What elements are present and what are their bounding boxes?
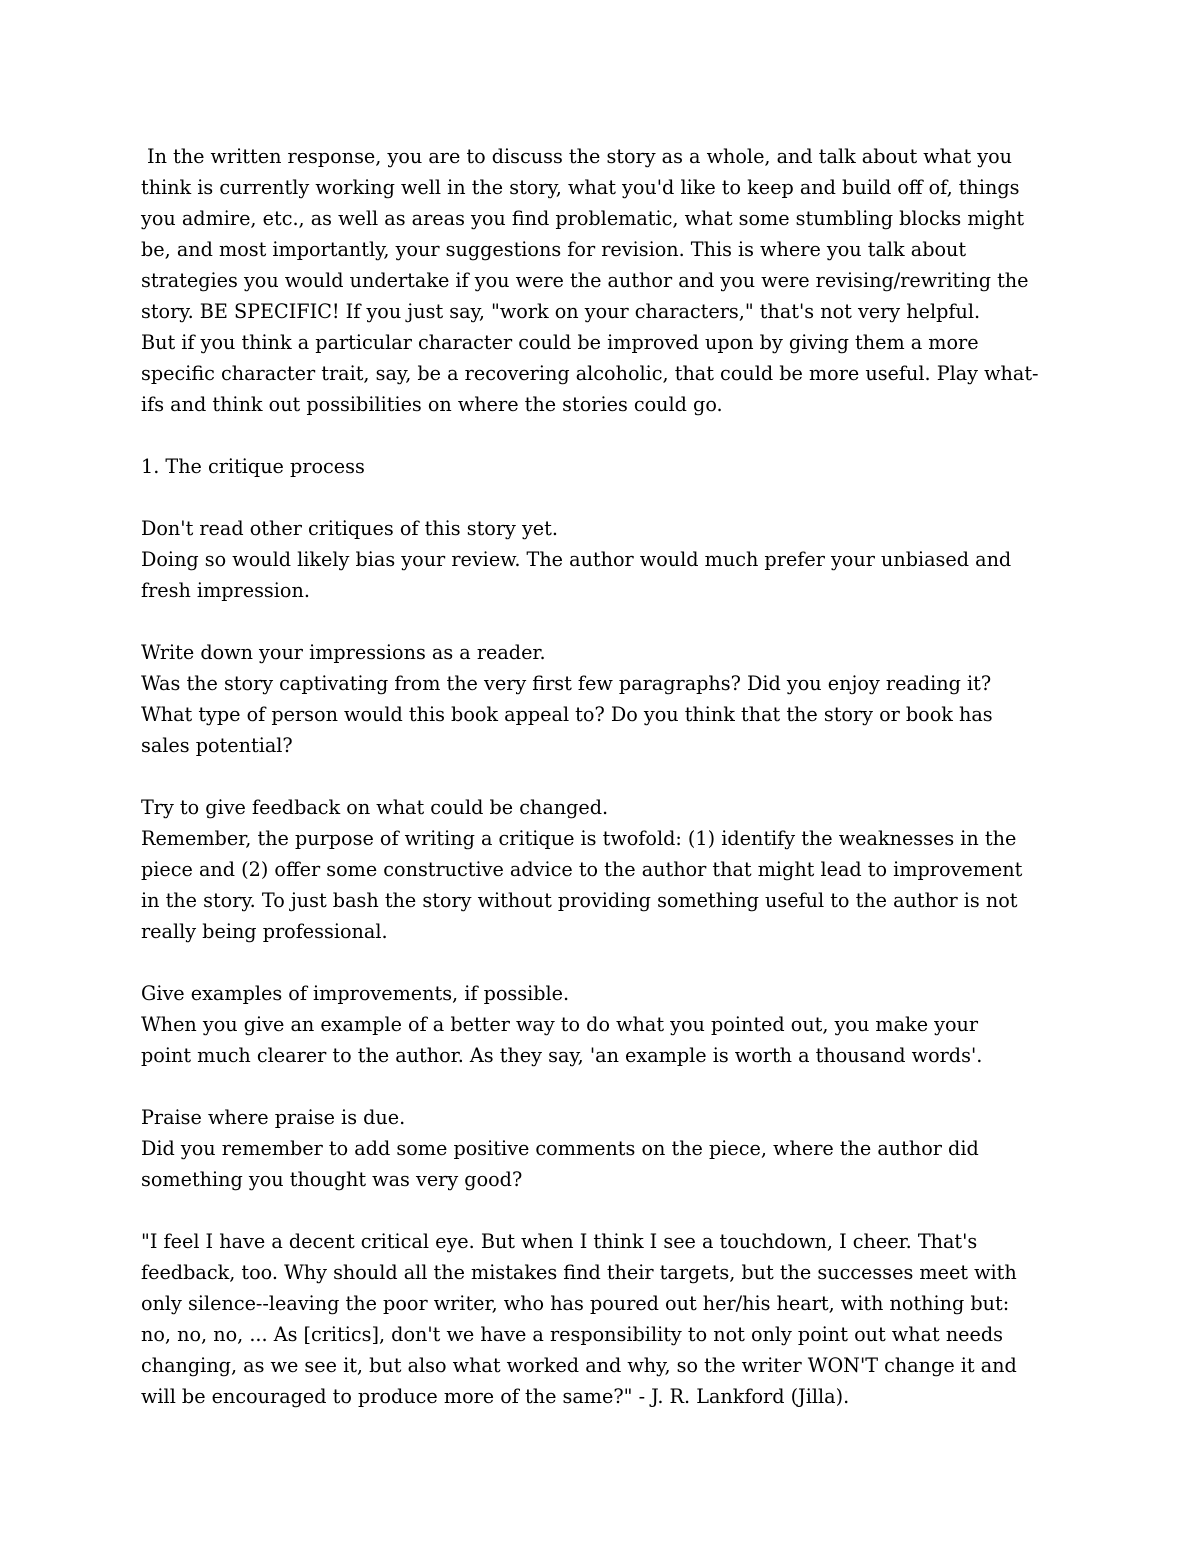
intro-line: strategies you would undertake if you were the author and you were revising/rewriting the [141, 269, 1029, 292]
tip-body-line: in the story. To just bash the story without providing something useful to the author is not [141, 889, 1018, 912]
tip-heading: Try to give feedback on what could be changed. [141, 796, 609, 819]
intro-paragraph [141, 141, 1061, 420]
intro-line: story. BE SPECIFIC! If you just say, "work on your characters," that's not very helpful. [141, 300, 981, 323]
section-heading-paragraph [141, 451, 1061, 482]
tip-body-line: something you thought was very good? [141, 1168, 523, 1191]
tip-heading: Write down your impressions as a reader. [141, 641, 546, 664]
tip-body-line: Was the story captivating from the very first few paragraphs? Did you enjoy reading it? [141, 672, 992, 695]
intro-line: be, and most importantly, your suggestions for revision. This is where you talk about [141, 238, 967, 261]
quote-line: feedback, too. Why should all the mistakes find their targets, but the successes meet with [141, 1261, 1017, 1284]
tip-paragraph [141, 978, 1061, 1071]
tip-body-line: What type of person would this book appeal to? Do you think that the story or book has [141, 703, 993, 726]
quote-line: changing, as we see it, but also what worked and why, so the writer WON'T change it and [141, 1354, 1017, 1377]
tip-paragraph [141, 792, 1061, 947]
quote-line: no, no, no, ... As [critics], don't we have a responsibility to not only point out what needs [141, 1323, 1004, 1346]
intro-line: you admire, etc., as well as areas you find problematic, what some stumbling blocks might [141, 207, 1025, 230]
tip-body-line: point much clearer to the author. As they say, 'an example is worth a thousand words'. [141, 1044, 983, 1067]
intro-line: specific character trait, say, be a recovering alcoholic, that could be more useful. Play what- [141, 362, 1039, 385]
tip-heading: Praise where praise is due. [141, 1106, 406, 1129]
section-heading: 1. The critique process [141, 455, 365, 478]
quote-line: "I feel I have a decent critical eye. But when I think I see a touchdown, I cheer. That's [141, 1230, 978, 1253]
tip-body-line: sales potential? [141, 734, 293, 757]
tip-paragraph [141, 513, 1061, 606]
tip-body-line: fresh impression. [141, 579, 310, 602]
tip-body-line: really being professional. [141, 920, 388, 943]
tip-paragraph [141, 637, 1061, 761]
intro-line: In the written response, you are to discuss the story as a whole, and talk about what you [147, 145, 1013, 168]
quote-line: only silence--leaving the poor writer, who has poured out her/his heart, with nothing but: [141, 1292, 1010, 1315]
tip-heading: Don't read other critiques of this story yet. [141, 517, 558, 540]
quote-line: will be encouraged to produce more of the same?" - J. R. Lankford (Jilla). [141, 1385, 850, 1408]
tip-body-line: When you give an example of a better way to do what you pointed out, you make your [141, 1013, 979, 1036]
tip-body-line: Did you remember to add some positive comments on the piece, where the author did [141, 1137, 979, 1160]
tip-body-line: Doing so would likely bias your review. The author would much prefer your unbiased and [141, 548, 1012, 571]
tip-body-line: Remember, the purpose of writing a critique is twofold: (1) identify the weaknesses in the [141, 827, 1017, 850]
document-body [141, 141, 1061, 1412]
intro-line: ifs and think out possibilities on where the stories could go. [141, 393, 723, 416]
tip-body-line: piece and (2) offer some constructive advice to the author that might lead to improvement [141, 858, 1023, 881]
quote-paragraph [141, 1226, 1061, 1412]
intro-line: But if you think a particular character could be improved upon by giving them a more [141, 331, 979, 354]
tip-heading: Give examples of improvements, if possible. [141, 982, 570, 1005]
tip-paragraph [141, 1102, 1061, 1195]
intro-line: think is currently working well in the story, what you'd like to keep and build off of, things [141, 176, 1020, 199]
